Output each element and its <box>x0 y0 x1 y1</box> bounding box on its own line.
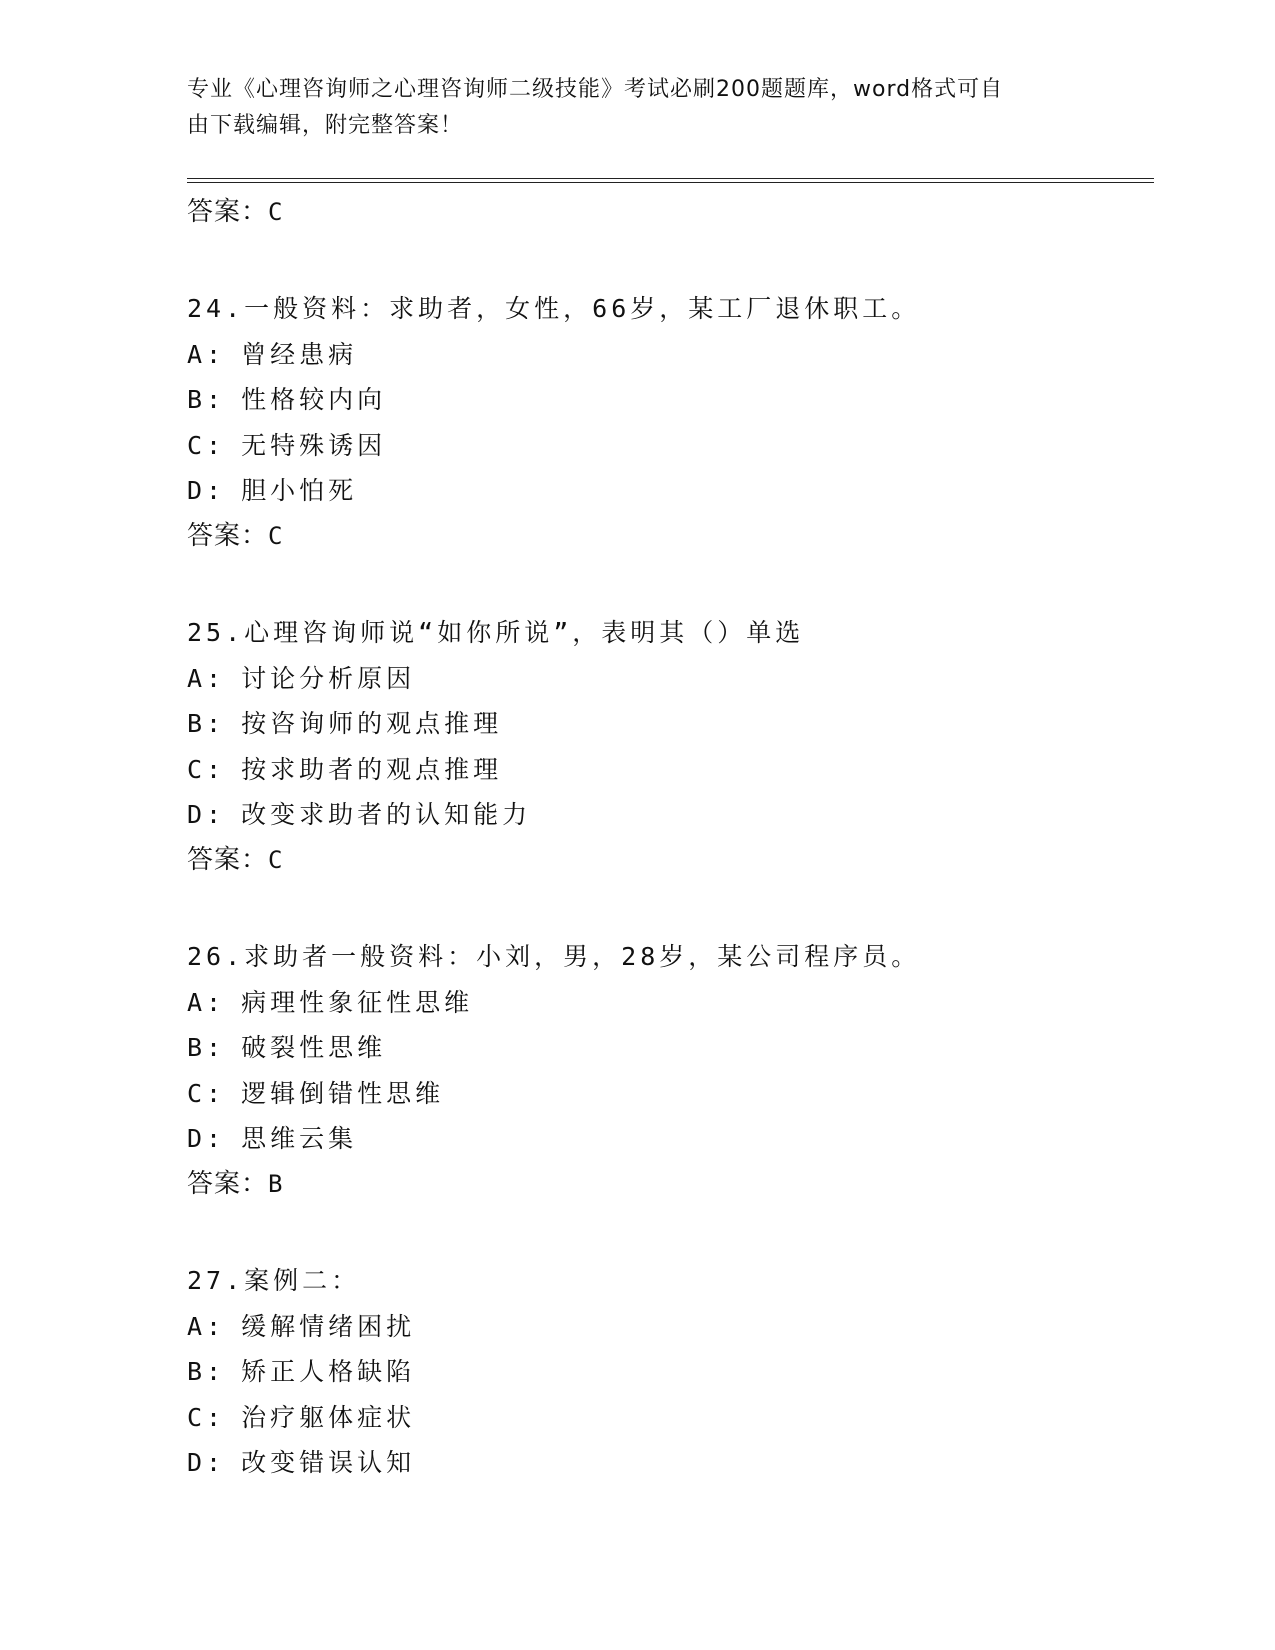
question-stem <box>187 610 1147 656</box>
option-text: 按求助者的观点推理 <box>241 754 503 784</box>
option-c <box>187 747 1147 793</box>
option-a <box>187 332 1147 378</box>
option-key: B: <box>187 385 226 415</box>
option-key: C: <box>187 1402 226 1432</box>
option-b <box>187 1025 1147 1071</box>
document-header <box>187 72 1067 144</box>
option-b <box>187 1349 1147 1395</box>
question-block-25 <box>187 610 1147 882</box>
option-a <box>187 980 1147 1026</box>
option-text: 逻辑倒错性思维 <box>241 1078 445 1108</box>
option-text: 缓解情绪困扰 <box>241 1311 416 1341</box>
option-key: D: <box>187 1448 226 1478</box>
header-divider-bottom <box>187 182 1154 183</box>
answer-label: 答案： <box>187 1168 269 1199</box>
option-text: 治疗躯体症状 <box>241 1402 416 1432</box>
option-key: A: <box>187 339 226 369</box>
option-text: 胆小怕死 <box>241 476 358 506</box>
question-block-27 <box>187 1258 1147 1486</box>
option-key: B: <box>187 709 226 739</box>
option-text: 性格较内向 <box>241 385 387 415</box>
option-text: 曾经患病 <box>241 339 358 369</box>
option-d <box>187 468 1147 514</box>
option-text: 按咨询师的观点推理 <box>241 709 503 739</box>
question-text: 心理咨询师说“如你所说”，表明其（）单选 <box>244 617 805 647</box>
option-text: 讨论分析原因 <box>241 663 416 693</box>
question-list <box>187 190 1147 1486</box>
question-stem <box>187 1258 1147 1304</box>
option-d <box>187 1116 1147 1162</box>
question-text: 案例二： <box>244 1265 361 1295</box>
answer-line <box>187 514 1147 558</box>
question-text: 求助者一般资料：小刘，男，28岁，某公司程序员。 <box>244 941 921 971</box>
question-block-26 <box>187 934 1147 1206</box>
option-key: A: <box>187 1311 226 1341</box>
option-c <box>187 1395 1147 1441</box>
answer-line <box>187 190 1147 234</box>
question-number: 26. <box>187 941 245 971</box>
option-key: C: <box>187 430 226 460</box>
option-key: A: <box>187 987 226 1017</box>
option-text: 病理性象征性思维 <box>241 987 474 1017</box>
option-key: B: <box>187 1033 226 1063</box>
header-divider-top <box>187 178 1154 179</box>
answer-value: C <box>268 845 284 874</box>
option-text: 无特殊诱因 <box>241 430 387 460</box>
option-b <box>187 701 1147 747</box>
option-key: D: <box>187 800 226 830</box>
question-number: 25. <box>187 617 245 647</box>
question-text: 一般资料：求助者，女性，66岁，某工厂退休职工。 <box>244 294 921 323</box>
option-text: 改变错误认知 <box>241 1448 416 1478</box>
answer-line <box>187 1162 1147 1206</box>
option-key: A: <box>187 663 226 693</box>
option-text: 矫正人格缺陷 <box>241 1357 416 1387</box>
answer-value: B <box>268 1169 284 1198</box>
option-a <box>187 1304 1147 1350</box>
question-stem <box>187 286 1147 332</box>
header-line-1: 专业《心理咨询师之心理咨询师二级技能》考试必刷200题题库，word格式可自 <box>187 77 1004 102</box>
answer-line <box>187 838 1147 882</box>
question-block-24 <box>187 286 1147 558</box>
option-key: C: <box>187 754 226 784</box>
option-key: B: <box>187 1357 226 1387</box>
option-key: D: <box>187 1124 226 1154</box>
option-b <box>187 377 1147 423</box>
header-line-2: 由下载编辑，附完整答案！ <box>187 113 464 138</box>
answer-label: 答案： <box>187 197 269 227</box>
option-text: 破裂性思维 <box>241 1033 387 1063</box>
question-number: 27. <box>187 1265 245 1295</box>
option-d <box>187 1440 1147 1486</box>
option-key: D: <box>187 476 226 506</box>
option-text: 思维云集 <box>241 1124 358 1154</box>
answer-value: C <box>268 521 284 550</box>
question-number: 24. <box>187 294 245 323</box>
option-a <box>187 656 1147 702</box>
answer-label: 答案： <box>187 520 269 551</box>
answer-label: 答案： <box>187 844 269 875</box>
option-c <box>187 423 1147 469</box>
option-key: C: <box>187 1078 226 1108</box>
question-stem <box>187 934 1147 980</box>
answer-value: C <box>268 198 284 226</box>
option-c <box>187 1071 1147 1117</box>
option-d <box>187 792 1147 838</box>
option-text: 改变求助者的认知能力 <box>241 800 532 830</box>
